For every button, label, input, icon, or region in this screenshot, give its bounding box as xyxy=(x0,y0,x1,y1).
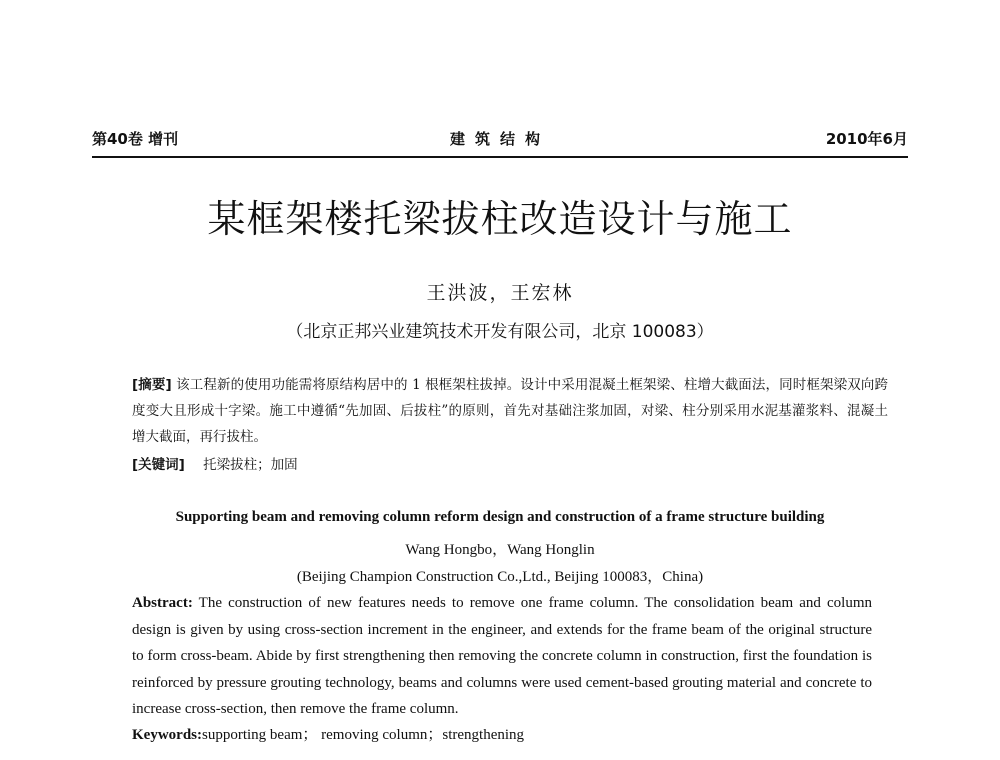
issue-date: 2010年6月 xyxy=(825,130,908,148)
chinese-keywords-label: [关键词] xyxy=(132,457,185,473)
english-abstract-label: Abstract: xyxy=(132,595,193,611)
chinese-keywords-text: 托梁拔柱；加固 xyxy=(203,457,298,473)
english-keywords xyxy=(132,723,524,744)
english-authors: Wang Hongbo，Wang Honglin xyxy=(405,542,595,558)
english-abstract xyxy=(132,590,872,723)
running-head xyxy=(92,128,908,152)
header-rule xyxy=(92,156,908,158)
english-keywords-text: supporting beam； removing column；strengthening xyxy=(202,727,525,743)
chinese-affiliation: （北京正邦兴业建筑技术开发有限公司，北京 100083） xyxy=(286,322,714,342)
english-affiliation: (Beijing Champion Construction Co.,Ltd., Beijing 100083，China) xyxy=(296,569,704,585)
journal-name: 建筑结构 xyxy=(449,130,550,148)
english-title: Supporting beam and removing column reform design and construction of a frame structure building xyxy=(175,509,825,525)
chinese-abstract xyxy=(132,372,888,450)
chinese-abstract-text: 该工程新的使用功能需将原结构居中的 1 根框架柱拔掉。设计中采用混凝土框架梁、柱增大截面法，同时框架梁双向跨度变大且形成十字梁。施工中遵循“先加固、后拔柱”的原则，首先对基础注浆加固，对梁、柱分别采用水泥基灌浆料、混凝土增大截面，再行拔柱。 xyxy=(132,377,889,445)
chinese-authors: 王洪波，王宏林 xyxy=(426,282,574,304)
chinese-abstract-label: [摘要] xyxy=(132,377,172,393)
english-keywords-label: Keywords: xyxy=(132,727,202,743)
english-abstract-text: The construction of new features needs to remove one frame column. The consolidation beam and column design is given by using cross-section increment in the engineer, and extends for the frame beam of the original structure to form cross-beam. Abide by first strengthening then removing the concrete column in construction, first the foundation is reinforced by pressure grouting technology, beams and columns were used cement-based grouting material and concrete to increase cross-section, then remove the frame column. xyxy=(132,595,872,717)
chinese-title: 某框架楼托梁拔柱改造设计与施工 xyxy=(207,197,793,241)
journal-volume: 第40卷 增刊 xyxy=(92,130,179,148)
chinese-keywords xyxy=(132,452,298,478)
